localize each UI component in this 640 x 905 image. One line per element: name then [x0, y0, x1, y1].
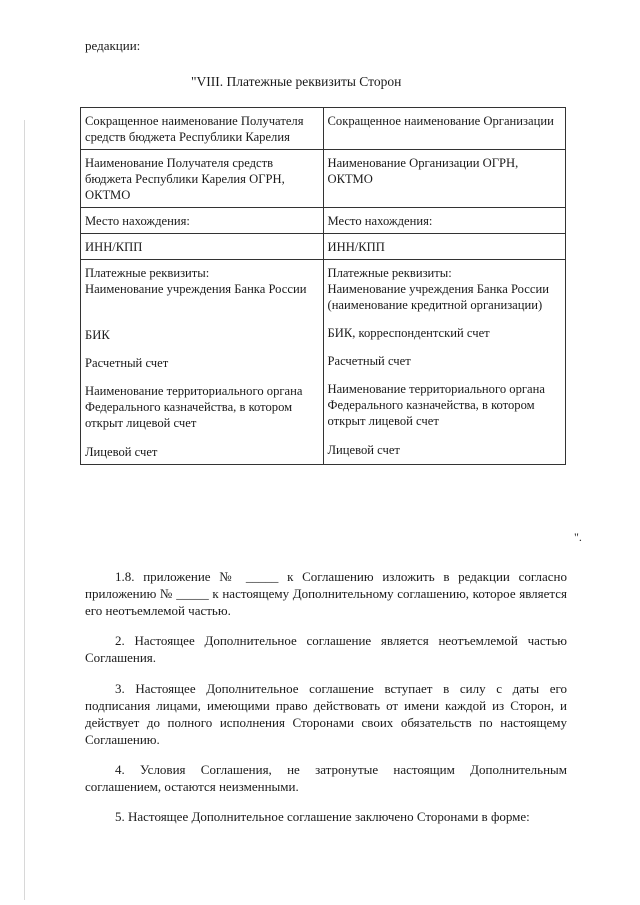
table-row [81, 108, 566, 150]
paragraph-3: 3. Настоящее Дополнительное соглашение вступает в силу с даты его подписания лицами, имеющими право действовать от имени каждой из Сторон, и действует до полного исполнения Сторонами своих обязательств по настоящему Соглашению. [85, 681, 567, 747]
cell-right-full-name: Наименование Организации ОГРН, ОКТМО [323, 150, 566, 208]
cell-left-short-name: Сокращенное наименование Получателя средств бюджета Республики Карелия [81, 108, 324, 150]
payment-treasury: Наименование территориального органа Федерального казначейства, в котором открыт лицевой счет [85, 384, 303, 430]
payment-personal: Лицевой счет [327, 443, 400, 457]
payment-title: Платежные реквизиты: [85, 266, 210, 280]
cell-right-short-name: Сокращенное наименование Организации [323, 108, 566, 150]
cell-left-inn: ИНН/КПП [81, 234, 324, 260]
cell-left-location: Место нахождения: [81, 208, 324, 234]
scan-edge-line [24, 120, 25, 900]
payment-account: Расчетный счет [85, 356, 169, 370]
payment-treasury: Наименование территориального органа Федерального казначейства, в котором открыт лицевой счет [327, 382, 545, 428]
paragraph-4: 4. Условия Соглашения, не затронутые настоящим Дополнительным соглашением, остаются неизменными. [85, 762, 567, 794]
table-row [81, 234, 566, 260]
section-heading: "VIII. Платежные реквизиты Сторон [191, 74, 402, 89]
paragraph-5: 5. Настоящее Дополнительное соглашение заключено Сторонами в форме: [115, 809, 530, 824]
payment-personal: Лицевой счет [85, 445, 158, 459]
paragraph-1-8: 1.8. приложение № _____ к Соглашению изложить в редакции согласно приложению № _____ к настоящему Дополнительному соглашению, которое является его неотъемлемой частью. [85, 569, 567, 618]
cell-right-inn: ИНН/КПП [323, 234, 566, 260]
cell-right-location: Место нахождения: [323, 208, 566, 234]
payment-title: Платежные реквизиты: [327, 266, 452, 280]
paragraph-2: 2. Настоящее Дополнительное соглашение является неотъемлемой частью Соглашения. [85, 633, 567, 665]
table-row [81, 150, 566, 208]
requisites-table [80, 107, 566, 465]
payment-account: Расчетный счет [327, 354, 411, 368]
lead-text: редакции: [85, 38, 141, 53]
payment-bik: БИК, корреспондентский счет [327, 326, 490, 340]
payment-bank: Наименование учреждения Банка России (наименование кредитной организации) [327, 282, 549, 312]
payment-bank: Наименование учреждения Банка России [85, 282, 307, 296]
closing-quote: ". [574, 530, 582, 544]
cell-right-payment [323, 260, 566, 465]
cell-left-full-name: Наименование Получателя средств бюджета Республики Карелия ОГРН, ОКТМО [81, 150, 324, 208]
table-row-payment [81, 260, 566, 465]
table-row [81, 208, 566, 234]
payment-bik: БИК [85, 328, 110, 342]
cell-left-payment [81, 260, 324, 465]
